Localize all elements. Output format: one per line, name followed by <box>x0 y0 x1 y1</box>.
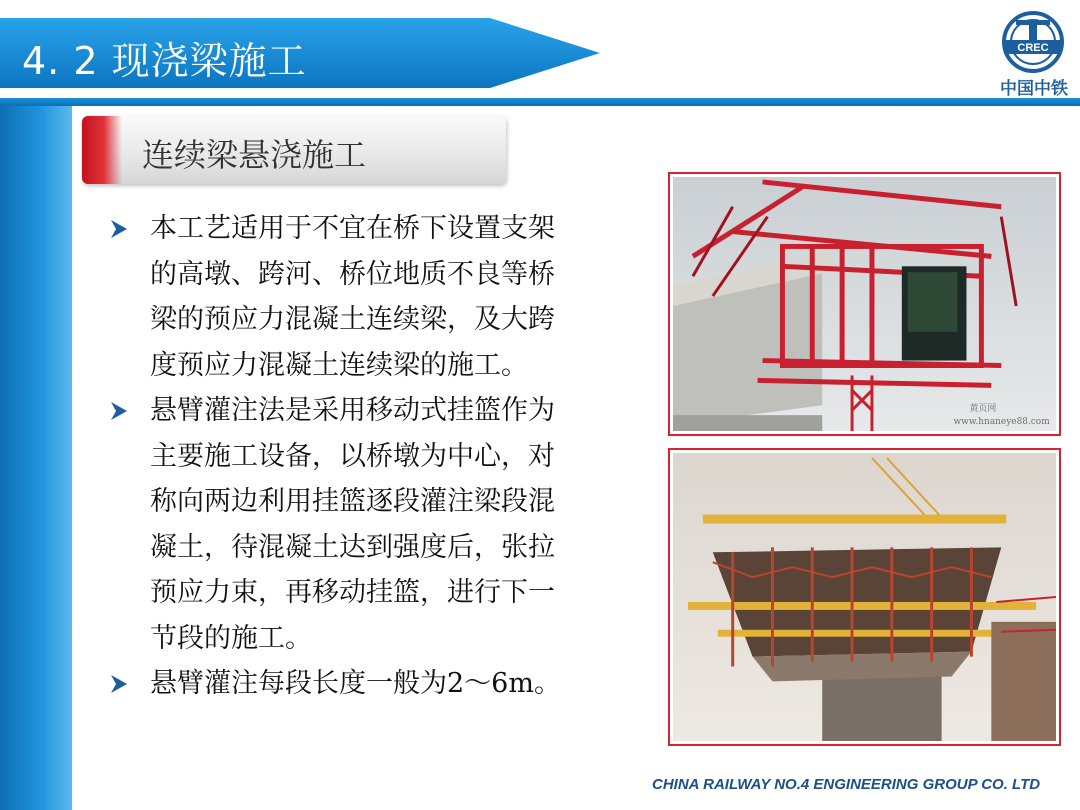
bullet-line: 主要施工设备，以桥墩为中心，对 <box>150 440 555 472</box>
bullet-line: 的高墩、跨河、桥位地质不良等桥 <box>150 258 555 290</box>
photo-watermark: 黄页网 <box>969 404 997 415</box>
bridge-photo-image <box>673 177 1056 431</box>
bullet-list <box>108 206 608 707</box>
header-divider <box>0 98 1080 106</box>
subtitle-red-accent <box>82 116 122 184</box>
bullet-item <box>108 661 608 707</box>
bullet-line: 凝土，待混凝土达到强度后，张拉 <box>150 531 555 563</box>
header-banner <box>0 18 600 88</box>
crec-logo-icon <box>996 10 1074 76</box>
bullet-line: 悬臂灌注每段长度一般为2～6m。 <box>150 668 561 699</box>
bullet-item <box>108 388 608 661</box>
photo-watermark-url: www.hnaneye88.com <box>953 417 1050 428</box>
left-accent-bar <box>0 106 72 810</box>
logo-caption: 中国中铁 <box>1000 79 1068 99</box>
arrow-bullet-icon <box>108 206 134 251</box>
page-title: 4. 2 现浇梁施工 <box>22 39 307 83</box>
section-subtitle-box <box>82 116 506 184</box>
photo-form-traveler-bottom <box>668 448 1061 746</box>
arrow-bullet-icon <box>108 388 134 433</box>
footer-company-name: CHINA RAILWAY NO.4 ENGINEERING GROUP CO. LTD <box>652 776 1041 793</box>
bullet-line: 称向两边利用挂篮逐段灌注梁段混 <box>150 486 555 517</box>
bullet-line: 本工艺适用于不宜在桥下设置支架 <box>150 213 555 244</box>
photo-form-traveler-top <box>668 172 1061 436</box>
bullet-line: 悬臂灌注法是采用移动式挂篮作为 <box>150 395 555 426</box>
bullet-line: 梁的预应力混凝土连续梁，及大跨 <box>150 304 555 335</box>
bridge-photo-image <box>673 453 1056 741</box>
logo-mark-text: CREC <box>1017 42 1049 54</box>
bullet-item <box>108 206 608 388</box>
arrow-bullet-icon <box>108 661 134 706</box>
section-subtitle: 连续梁悬浇施工 <box>142 136 367 174</box>
bullet-line: 节段的施工。 <box>150 622 312 654</box>
bullet-line: 度预应力混凝土连续梁的施工。 <box>150 349 528 381</box>
bullet-line: 预应力束，再移动挂篮，进行下一 <box>150 577 555 608</box>
